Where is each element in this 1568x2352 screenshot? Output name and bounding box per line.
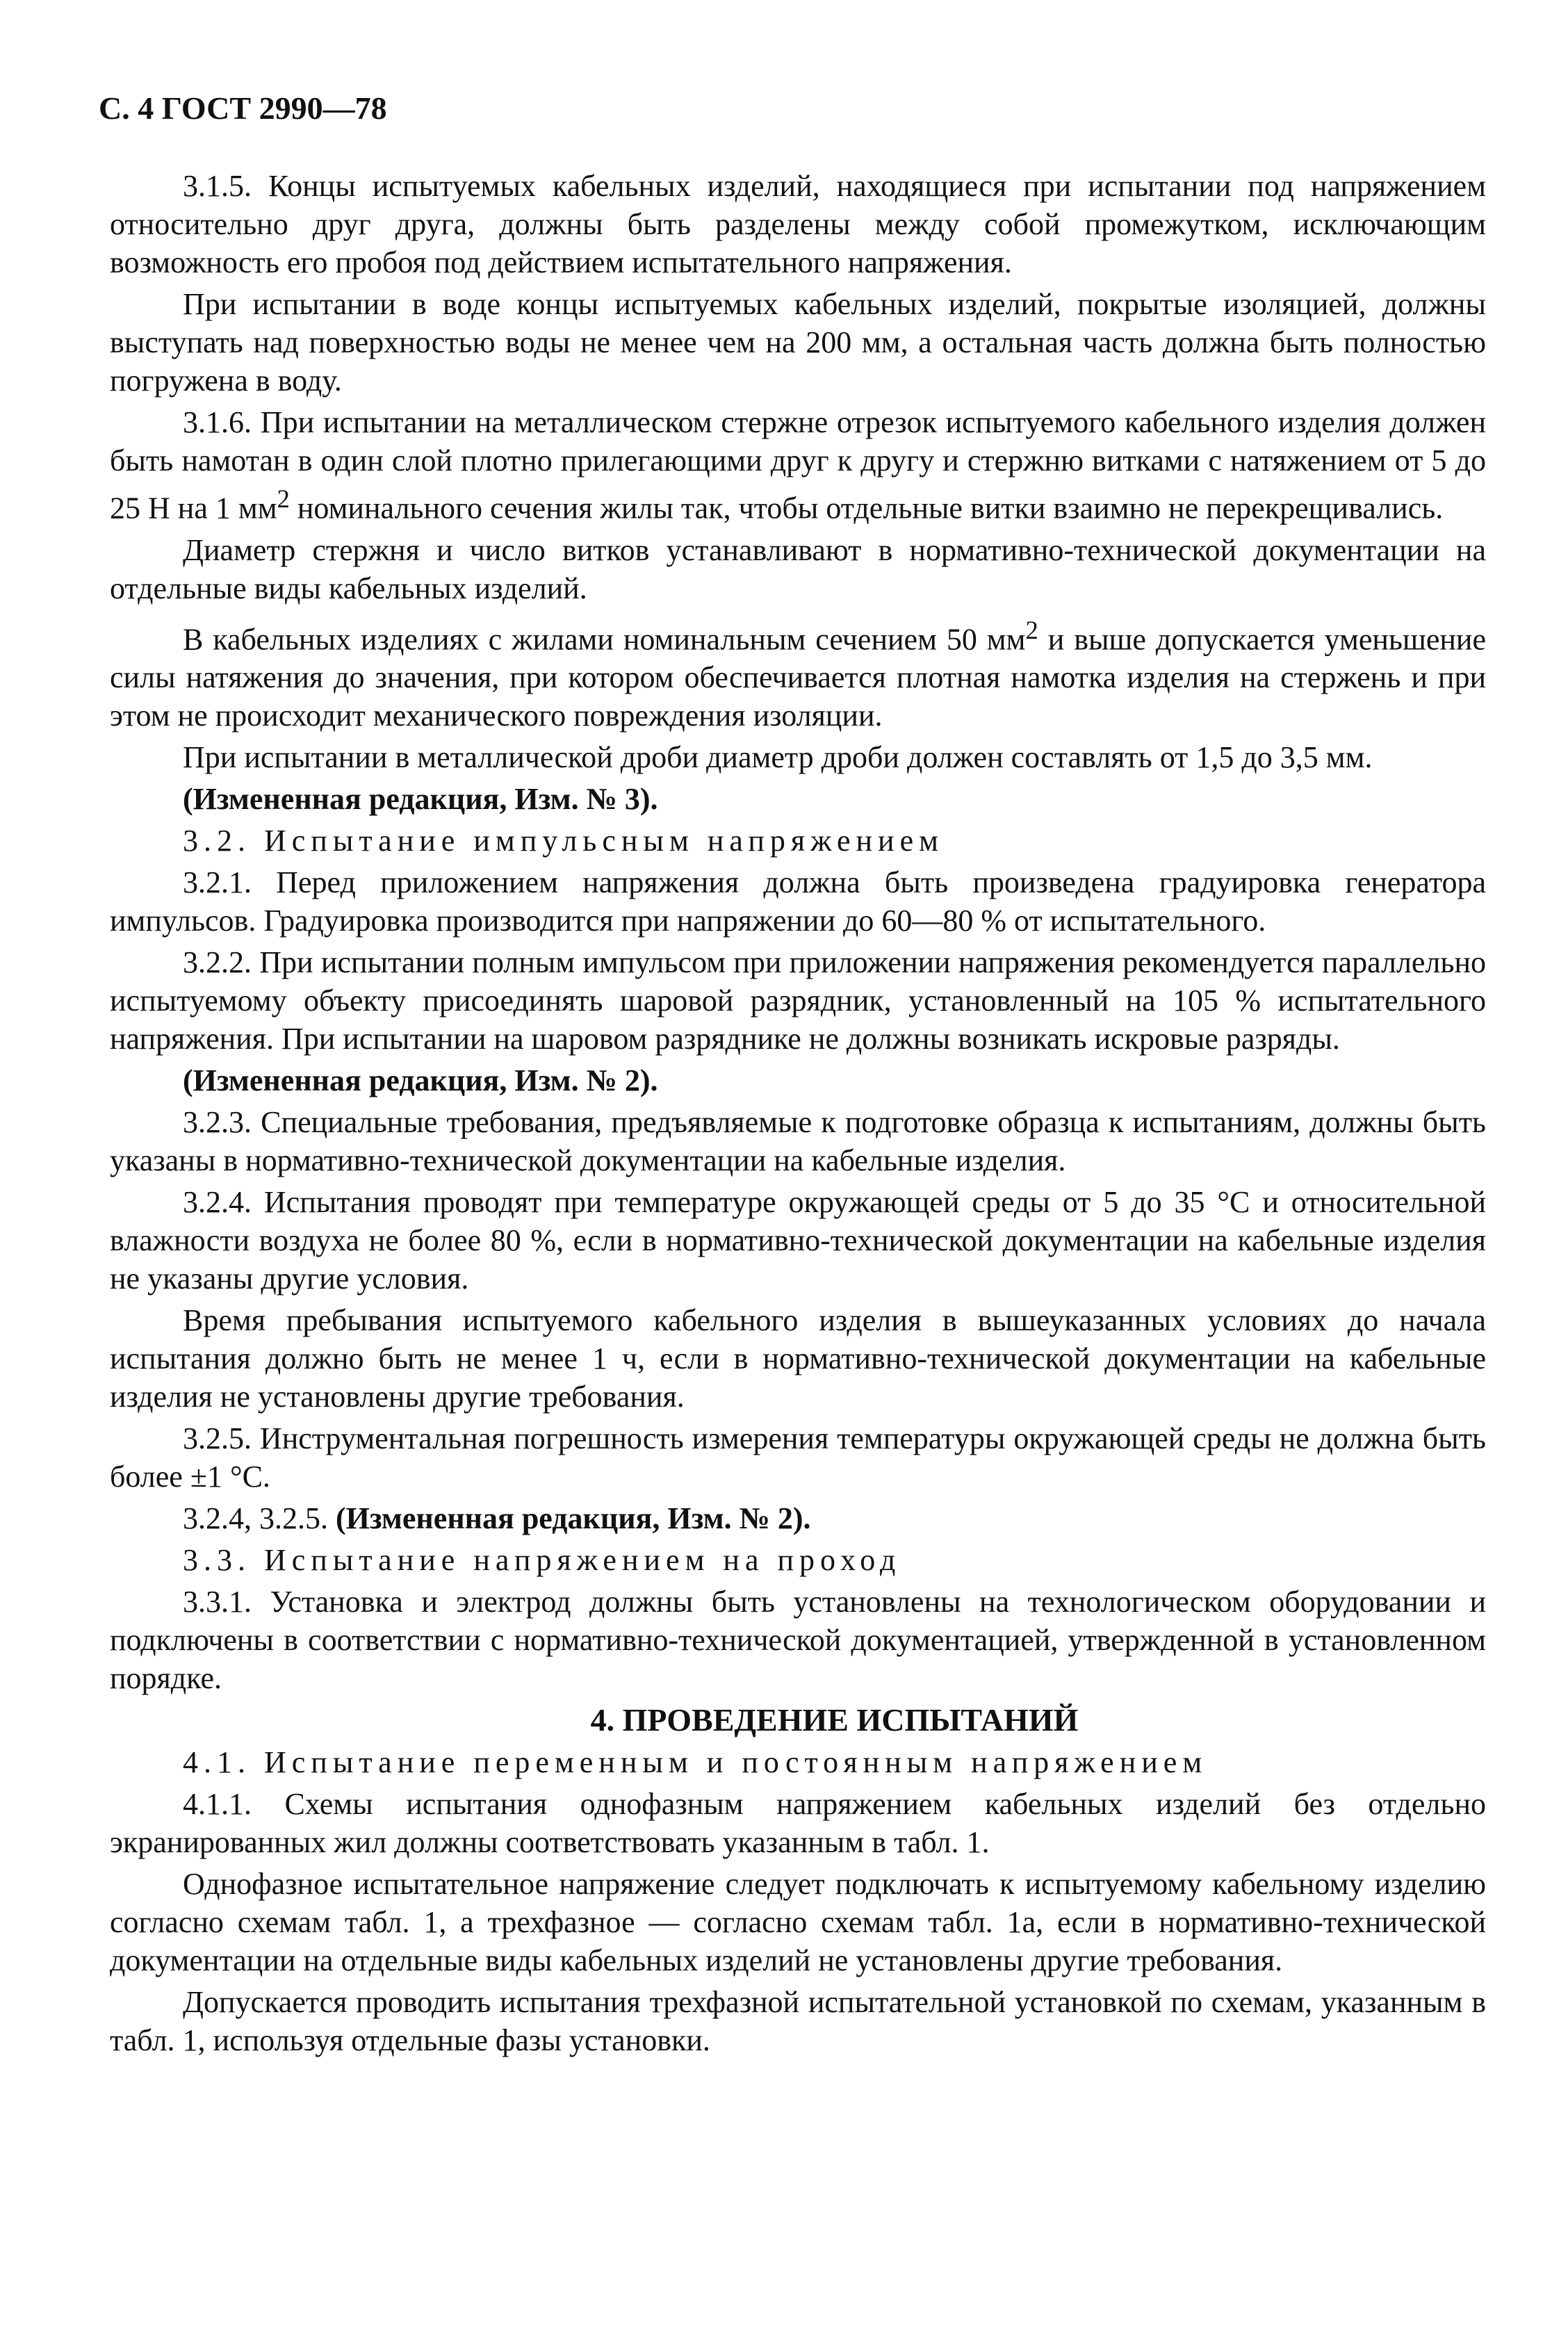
paragraph-3-1-5-water: При испытании в воде концы испытуемых кабельных изделий, покрытые изоляцией, должны выступать над поверхностью воды не менее чем на 200 мм, а остальная часть должна быть полностью погружена в воду. [110, 287, 1486, 398]
amendment-note-2-b [110, 1499, 1486, 1537]
page-header: С. 4 ГОСТ 2990—78 [99, 90, 387, 126]
subsection-heading-3-3: 3.3. Испытание напряжением на проход [183, 1543, 901, 1578]
paragraph-4-1-1-three-phase: Допускается проводить испытания трехфазной испытательной установкой по схемам, указанным в табл. 1, используя отдельные фазы установки. [110, 1985, 1486, 2058]
paragraph-3-2-5: 3.2.5. Инструментальная погрешность измерения температуры окружающей среды не должна быть более ±1 °С. [110, 1421, 1486, 1494]
paragraph-3-2-1: 3.2.1. Перед приложением напряжения должна быть произведена градуировка генератора импульсов. Градуировка производится при напряжении до 60—80 % от испытательного. [110, 865, 1486, 938]
paragraph-3-2-2: 3.2.2. При испытании полным импульсом при приложении напряжения рекомендуется параллельно испытуемому объекту присоединять шаровой разрядник, установленный на 105 % испытательного напряжения. При испытании на шаровом разряднике не должны возникать искровые разряды. [110, 945, 1486, 1056]
paragraph-3-1-6-text-end: номинального сечения жилы так, чтобы отдельные витки взаимно не перекрещивались. [289, 491, 1444, 525]
amendment-note-3: (Измененная редакция, Изм. № 3). [183, 782, 658, 817]
paragraph-3-2-3: 3.2.3. Специальные требования, предъявляемые к подготовке образца к испытаниям, должны быть указаны в нормативно-технической документации на кабельные изделия. [110, 1105, 1486, 1178]
paragraph-3-1-6-diameter: Диаметр стержня и число витков устанавливают в нормативно-технической документации на отдельные виды кабельных изделий. [110, 532, 1486, 605]
paragraph-tension-text: В кабельных изделиях с жилами номинальным сечением 50 мм [183, 622, 1026, 657]
paragraph-3-1-6-tension [110, 611, 1486, 735]
superscript: 2 [277, 484, 290, 513]
section-title-4: 4. ПРОВЕДЕНИЕ ИСПЫТАНИЙ [590, 1702, 1079, 1738]
paragraph-3-1-5: 3.1.5. Концы испытуемых кабельных изделий, находящиеся при испытании под напряжением относительно друг друга, должны быть разделены между собой промежутком, исключающим возможность его пробоя под действием испытательного напряжения. [110, 169, 1486, 279]
document-body [110, 167, 1486, 2063]
paragraph-4-1-1-connection: Однофазное испытательное напряжение следует подключать к испытуемому кабельному изделию согласно схемам табл. 1, а трехфазное — согласно схемам табл. 1а, если в нормативно-технической документации на отдельные виды кабельных изделий не установлены другие требования. [110, 1867, 1486, 1978]
amendment-text: (Измененная редакция, Изм. № 2). [336, 1501, 811, 1536]
paragraph-3-1-6-text: 3.1.6. При испытании на металлическом стержне отрезок испытуемого кабельного изделия должен быть намотан в один слой плотно прилегающими друг к другу и стержню витками с натяжением от 5 до 25 Н на 1 мм [110, 405, 1486, 525]
paragraph-3-1-6-shot: При испытании в металлической дроби диаметр дроби должен составлять от 1,5 до 3,5 мм. [183, 740, 1373, 775]
amendment-ref: 3.2.4, 3.2.5. [183, 1501, 336, 1536]
paragraph-3-3-1: 3.3.1. Установка и электрод должны быть установлены на технологическом оборудовании и подключены в соответствии с нормативно-технической документацией, утвержденной в установленном порядке. [110, 1585, 1486, 1696]
paragraph-3-2-4-time: Время пребывания испытуемого кабельного изделия в вышеуказанных условиях до начала испытания должно быть не менее 1 ч, если в нормативно-технической документации на кабельные изделия не установлены другие требования. [110, 1303, 1486, 1414]
paragraph-4-1-1: 4.1.1. Схемы испытания однофазным напряжением кабельных изделий без отдельно экранированных жил должны соответствовать указанным в табл. 1. [110, 1787, 1486, 1860]
paragraph-3-2-4: 3.2.4. Испытания проводят при температуре окружающей среды от 5 до 35 °С и относительной влажности воздуха не более 80 %, если в нормативно-технической документации на кабельные изделия не указаны другие условия. [110, 1185, 1486, 1296]
paragraph-tension-text-end: и выше допускается уменьшение силы натяжения до значения, при котором обеспечивается плотная намотка изделия на стержень и при этом не происходит механического повреждения изоляции. [110, 622, 1486, 733]
subsection-heading-4-1: 4.1. Испытание переменным и постоянным напряжением [183, 1745, 1208, 1780]
superscript: 2 [1025, 615, 1038, 644]
paragraph-3-1-6 [110, 403, 1486, 528]
amendment-note-2: (Измененная редакция, Изм. № 2). [183, 1063, 658, 1098]
subsection-heading-3-2: 3.2. Испытание импульсным напряжением [183, 824, 944, 858]
